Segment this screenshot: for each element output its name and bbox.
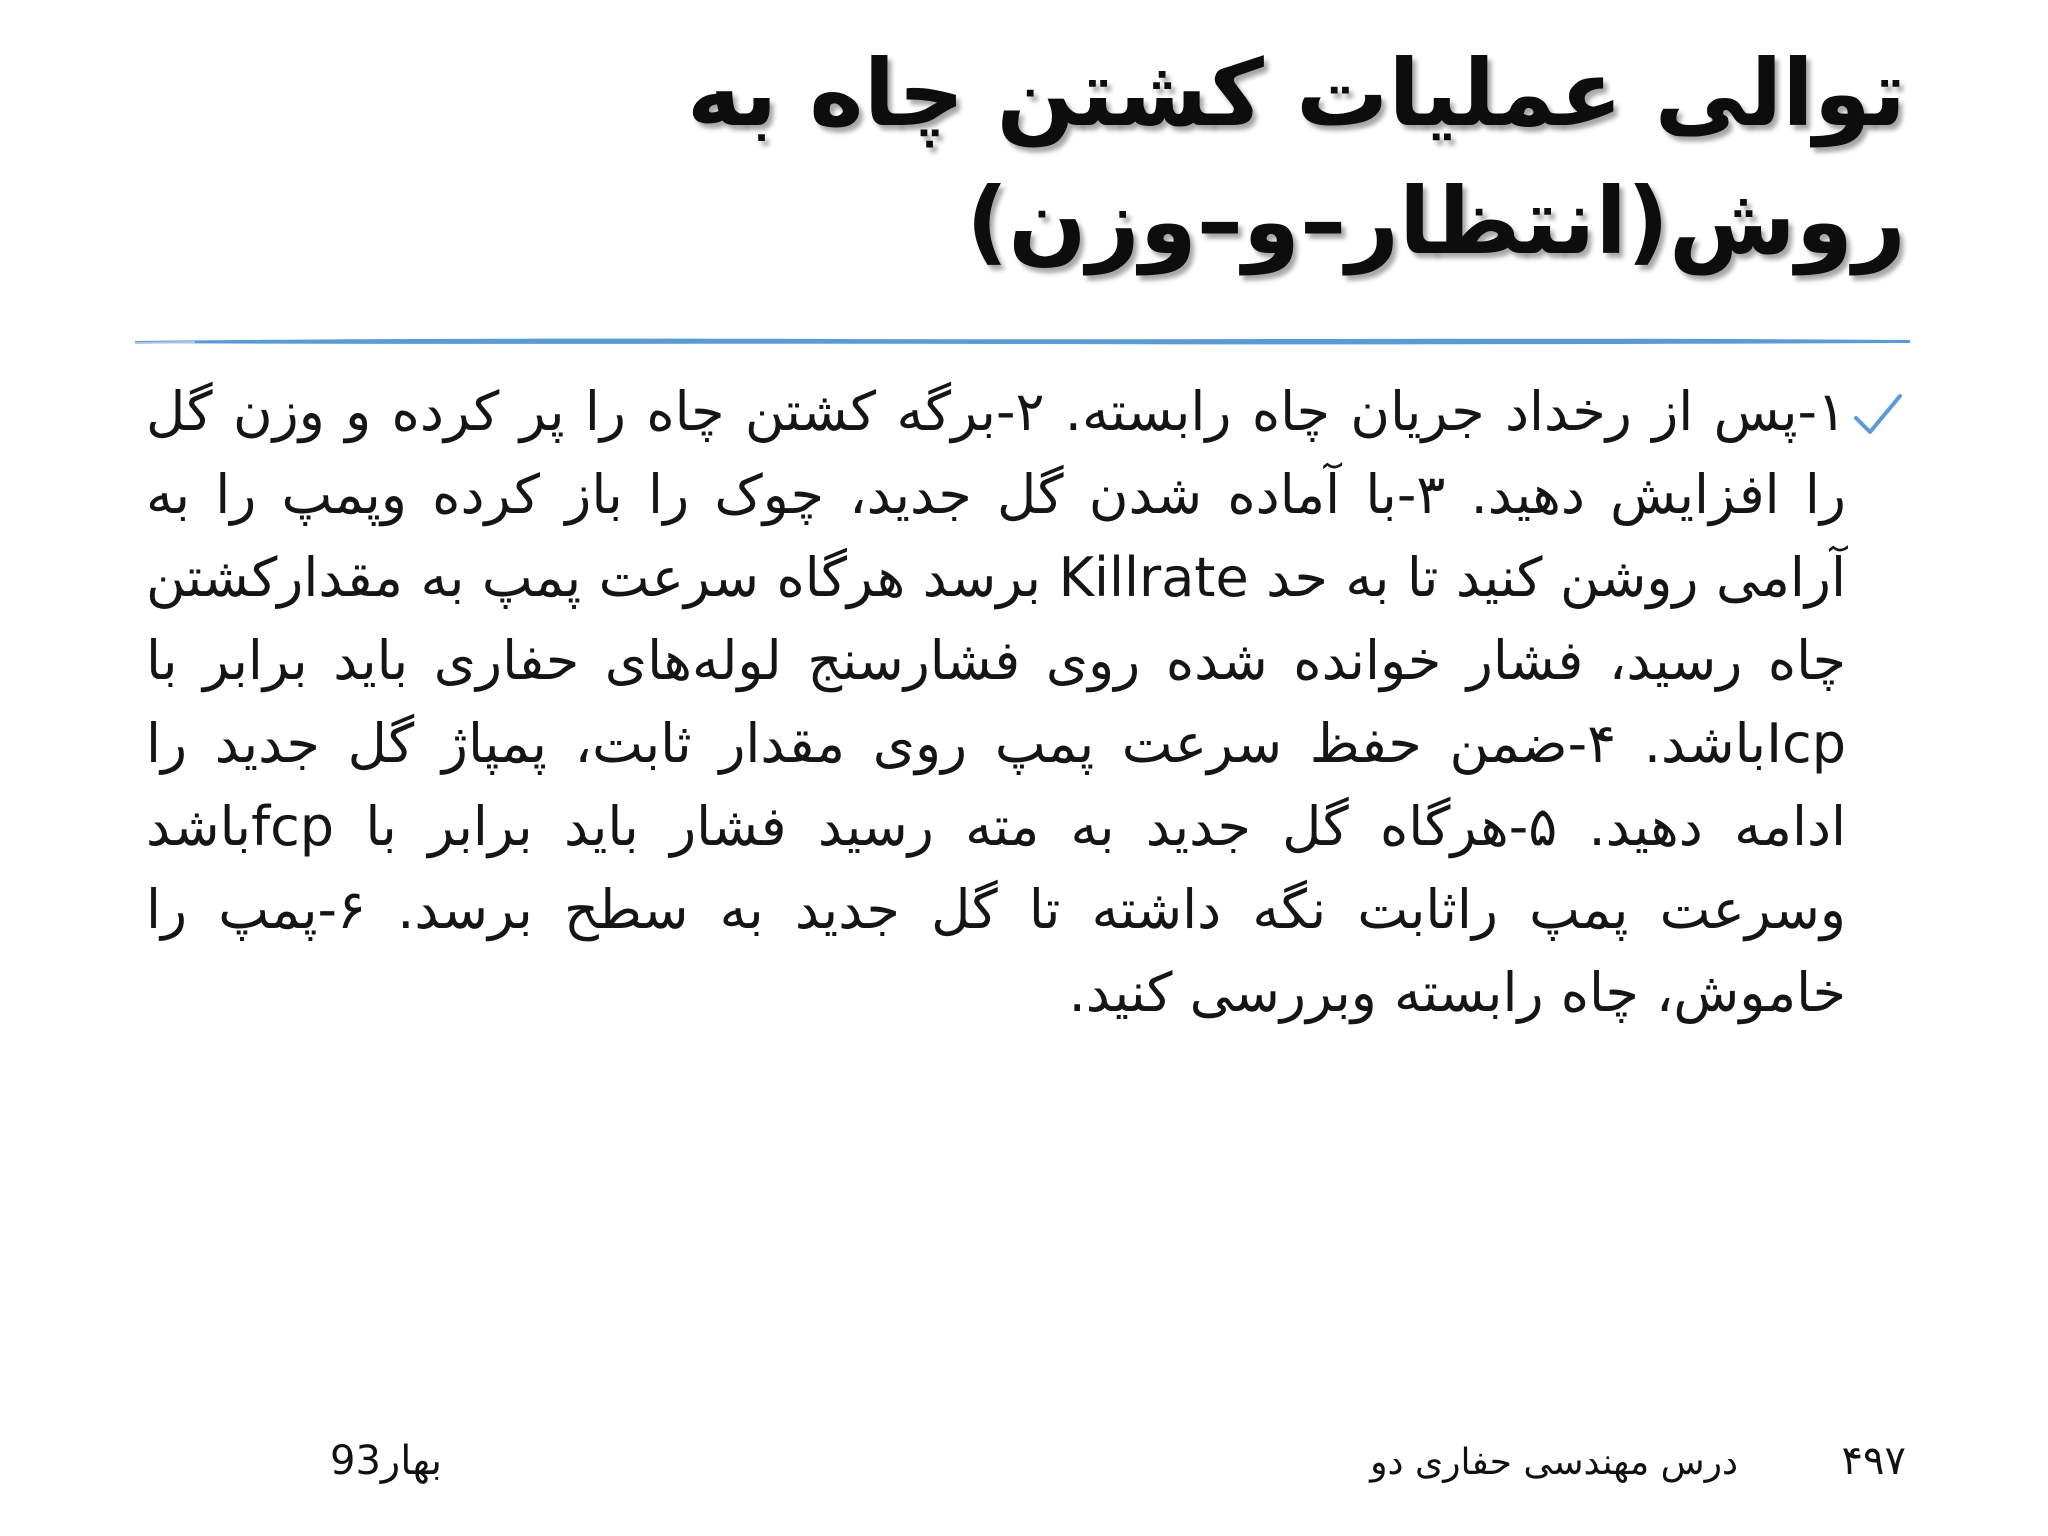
title-divider bbox=[135, 336, 1910, 346]
course-name: درس مهندسی حفاری دو bbox=[1370, 1442, 1738, 1483]
bullet-text: ۱-پس از رخداد جریان چاه رابسته. ۲-برگه کشتن چاه را پر کرده و وزن گل را افزایش دهید. ۳-با آماده شدن گل جدید، چوک را باز کرده وپمپ را به آرامی روشن کنید تا به حد Killrate برسد هرگاه سرعت پمپ به مقدارکشتن چاه رسید، فشار خوانده شده روی فشارسنج لوله‌های حفاری باید برابر با Icpباشد. ۴-ضمن حفظ سرعت پمپ روی مقدار ثابت، پمپاژ گل جدید را ادامه دهید. ۵-هرگاه گل جدید به مته رسید فشار باید برابر با fcpباشد وسرعت پمپ راثابت نگه داشته تا گل جدید به سطح برسد. ۶-پمپ را خاموش، چاه رابسته وبررسی کنید. bbox=[146, 380, 1847, 1024]
semester-label: بهار93 bbox=[330, 1438, 442, 1484]
checkmark-icon bbox=[1850, 388, 1906, 444]
slide-number: ۴۹۷ bbox=[1841, 1438, 1906, 1484]
slide-footer bbox=[0, 1430, 2048, 1500]
slide-title: توالی عملیات کشتن چاه به روش(انتظار–و–وزن) bbox=[686, 40, 1906, 275]
bullet-item bbox=[146, 370, 1906, 1034]
